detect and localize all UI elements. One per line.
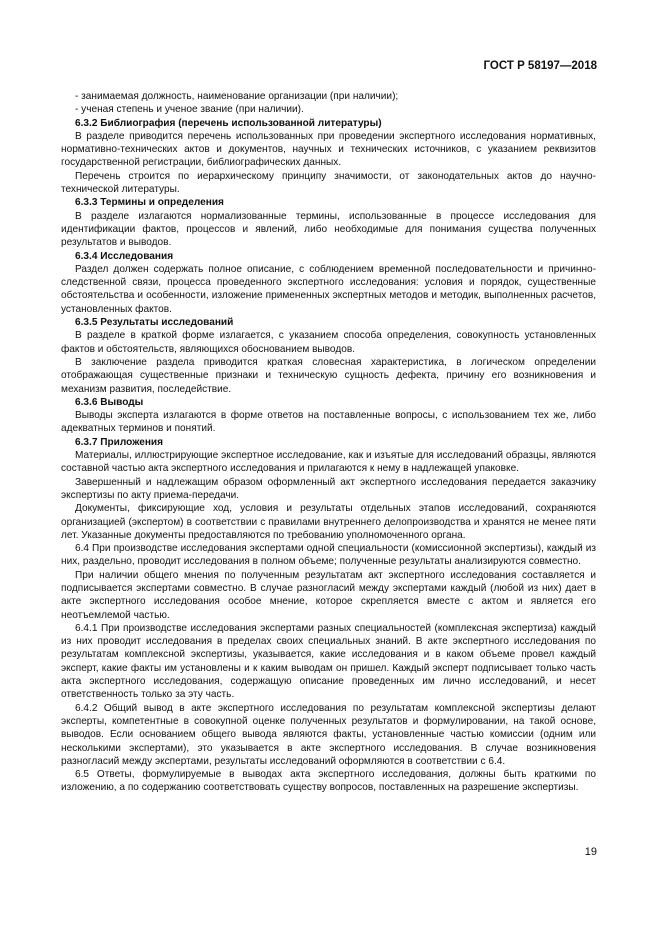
paragraph: В разделе приводится перечень использованных при проведении экспертного исследования нормативных, нормативно-технических актов и документов, научных и технических источников, с указанием реквизитов государственной регистрации, библиографических данных. [61, 130, 596, 169]
paragraph: 6.4.2 Общий вывод в акте экспертного исследования по результатам комплексной экспертизы делают эксперты, компетентные в совокупной оценке полученных результатов и формулировании, на такой основе, выводов. Если основанием общего вывода являются факты, установленные частью комиссии (одним или несколькими экспертами), это указывается в акте экспертного исследования. В случае возникновения разногласий между экспертами, результаты исследований оформляются в соответствии с 6.4. [61, 702, 596, 767]
standard-header: ГОСТ Р 58197—2018 [483, 60, 597, 72]
section-heading: 6.3.7 Приложения [75, 436, 164, 448]
document-body [61, 90, 596, 795]
paragraph: Документы, фиксирующие ход, условия и результаты отдельных этапов исследований, сохраняются организацией (экспертом) в соответствии с правилами внутреннего делопроизводства и хранятся не менее пяти лет. Указанные документы предоставляются по требованию уполномоченного органа. [61, 503, 596, 541]
section-heading: 6.3.3 Термины и определения [75, 197, 224, 209]
paragraph: 6.5 Ответы, формулируемые в выводах акта экспертного исследования, должны быть краткими по изложению, а по содержанию соответствовать существу вопросов, поставленных на разрешение экспертизы. [61, 769, 596, 794]
paragraph: Материалы, иллюстрирующие экспертное исследование, как и изъятые для исследований образцы, являются составной частью акта экспертного исследования и прилагаются к нему в надлежащей упаковке. [61, 450, 596, 475]
paragraph: В разделе в краткой форме излагается, с указанием способа определения, совокупность установленных фактов и обстоятельств, являющихся обоснованием выводов. [61, 330, 596, 355]
paragraph: Выводы эксперта излагаются в форме ответов на поставленные вопросы, с использованием тех же, либо адекватных терминов и понятий. [61, 410, 596, 435]
paragraph: Завершенный и надлежащим образом оформленный акт экспертного исследования передается заказчику экспертизы по акту приема-передачи. [61, 476, 596, 501]
list-item: - занимаемая должность, наименование организации (при наличии); [75, 91, 399, 102]
section-heading: 6.3.4 Исследования [75, 250, 174, 262]
page-number: 19 [584, 846, 597, 858]
paragraph: 6.4.1 При производстве исследования экспертами разных специальностей (комплексная экспертиза) каждый из них проводит исследования в пределах своих специальных знаний. В акте экспертного исследования по результатам комплексной экспертизы, указывается, какие исследования и в каком объеме провел каждый эксперт, какие факты им установлены и к каким выводам он пришел. Каждый эксперт подписывает только часть акта экспертного исследования, содержащую описание проведенных им лично исследований, и несет ответственность только за эту часть. [61, 622, 596, 701]
section-heading: 6.3.2 Библиография (перечень использованной литературы) [75, 117, 382, 129]
paragraph: 6.4 При производстве исследования экспертами одной специальности (комиссионной экспертизы), каждый из них, раздельно, проводит исследования в полном объеме; полученные результаты анализируются совместно. [61, 543, 596, 568]
list-item: - ученая степень и ученое звание (при наличии). [75, 104, 304, 116]
paragraph: Раздел должен содержать полное описание, с соблюдением временной последовательности и причинно-следственной связи, процесса проведенного экспертного исследования: условия и порядок, существенные обстоятельства и особенности, изложение примененных экспертных методов и методик, выполненных расчетов, установленных фактов. [61, 263, 596, 315]
paragraph: В заключение раздела приводится краткая словесная характеристика, в логическом определении отображающая существенные признаки и техническую сущность дефекта, причину его возникновения и механизм развития, последействие. [61, 356, 596, 395]
paragraph: Перечень строится по иерархическому принципу значимости, от законодательных актов до научно-технической литературы. [61, 170, 596, 196]
paragraph: В разделе излагаются нормализованные термины, использованные в процессе исследования для идентификации фактов, процессов и явлений, либо необходимые для понимания существа полученных результатов и выводов. [61, 210, 596, 249]
section-heading: 6.3.6 Выводы [75, 396, 144, 408]
paragraph: При наличии общего мнения по полученным результатам акт экспертного исследования составляется и подписывается экспертами совместно. В случае разногласий между экспертами каждый (любой из них) дает в акте экспертного исследования особое мнение, которое скрепляется вместе с актом и является его неотъемлемой частью. [61, 569, 596, 621]
section-heading: 6.3.5 Результаты исследований [75, 317, 234, 329]
